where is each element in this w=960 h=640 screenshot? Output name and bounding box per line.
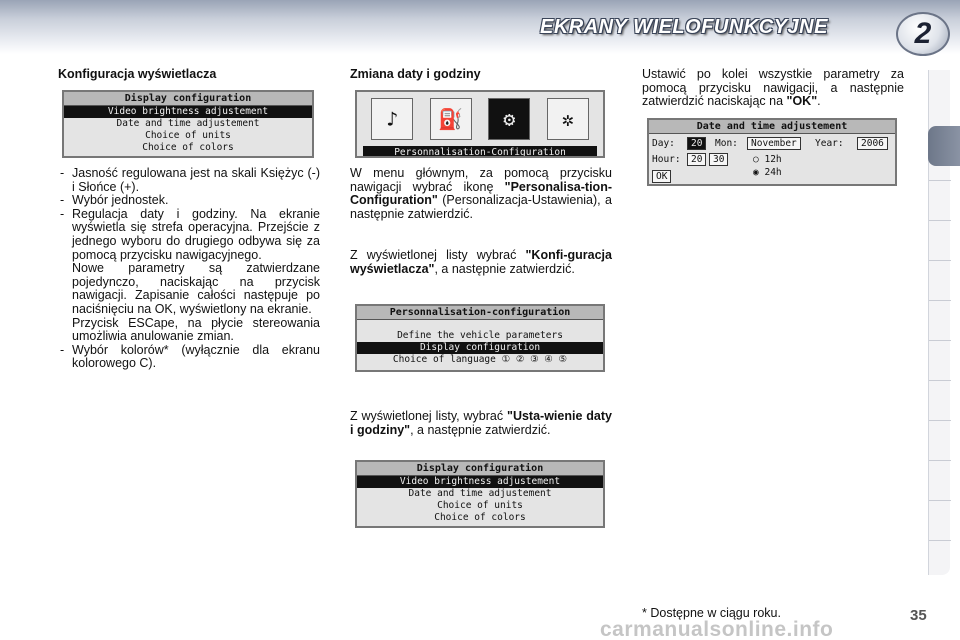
month-value: November bbox=[747, 137, 801, 150]
screen-menu-item: Display configuration bbox=[357, 342, 603, 354]
active-chapter-tab[interactable] bbox=[928, 126, 960, 166]
tab-divider bbox=[929, 380, 951, 381]
lcd-main-menu bbox=[355, 90, 605, 158]
lcd-display-configuration bbox=[355, 460, 605, 528]
text: W menu głównym, za pomocą przycisku nawigacji wybrać ikonę bbox=[350, 166, 612, 194]
bold-text: "Konfi-guracja wyświetlacza" bbox=[350, 248, 612, 276]
column-display-config bbox=[58, 68, 320, 82]
month-label: Mon: bbox=[715, 138, 738, 149]
screen-menu-item: Choice of colors bbox=[142, 142, 234, 153]
tab-divider bbox=[929, 340, 951, 341]
watermark: carmanualsonline.info bbox=[600, 618, 834, 640]
minute-value: 30 bbox=[709, 153, 728, 166]
navigation-icon: ✲ bbox=[547, 98, 589, 140]
text: Z wyświetlonej listy wybrać bbox=[350, 248, 526, 262]
hour-value: 20 bbox=[687, 153, 706, 166]
option-label: 24h bbox=[764, 167, 782, 178]
list-item: - Regulacja daty i godziny. Na ekranie wyświetla się strefa operacyjna. Przejście z jednego wyboru do drugiego odbywa się za pomocą przycisku nawigacyjnego. bbox=[58, 208, 320, 262]
paragraph bbox=[350, 249, 612, 276]
screen-menu-item: Video brightness adjustement bbox=[357, 476, 603, 488]
footnote: * Dostępne w ciągu roku. bbox=[642, 606, 781, 620]
lcd-personalisation-configuration bbox=[355, 304, 605, 372]
screen-title: Personnalisation-configuration bbox=[357, 306, 603, 320]
tab-divider bbox=[929, 420, 951, 421]
ok-key: OK bbox=[652, 170, 671, 183]
list-item: - Wybór jednostek. bbox=[58, 194, 320, 208]
text: , a następnie zatwierdzić. bbox=[434, 261, 575, 276]
format-24h-option bbox=[753, 167, 782, 178]
tab-divider bbox=[929, 300, 951, 301]
header-band bbox=[0, 0, 960, 54]
bold-text: "OK" bbox=[786, 94, 818, 109]
screen-menu-item: Choice of units bbox=[437, 500, 523, 511]
list-item: - Wybór kolorów* (wyłącznie dla ekranu kolorowego C). bbox=[58, 344, 320, 371]
format-12h-option bbox=[753, 154, 782, 165]
column-date-time bbox=[350, 68, 612, 82]
fuel-pump-icon: ⛽ bbox=[430, 98, 472, 140]
text: . bbox=[817, 94, 821, 109]
radio-empty-icon: ○ bbox=[753, 154, 759, 165]
hour-label: Hour: bbox=[652, 154, 681, 165]
tab-divider bbox=[929, 500, 951, 501]
bold-text: "Usta-wienie daty i godziny" bbox=[350, 409, 612, 437]
list-item: - Jasność regulowana jest na skali Księżyc (-) i Słońce (+). bbox=[58, 167, 320, 194]
chapter-title: EKRANY WIELOFUNKCYJNE bbox=[540, 16, 828, 38]
tab-divider bbox=[929, 460, 951, 461]
paragraph bbox=[350, 167, 612, 221]
section-title: Konfiguracja wyświetlacza bbox=[58, 67, 217, 81]
radio-checked-icon: ◉ bbox=[753, 167, 759, 178]
menu-icons-row bbox=[357, 92, 603, 142]
year-value: 2006 bbox=[857, 137, 888, 150]
paragraph: Przycisk ESCape, na płycie stereowania umożliwia anulowanie zmian. bbox=[72, 315, 320, 344]
music-icon: ♪ bbox=[371, 98, 413, 140]
option-label: 12h bbox=[764, 154, 782, 165]
section-title: Zmiana daty i godziny bbox=[350, 67, 481, 81]
text: , a następnie zatwierdzić. bbox=[410, 422, 551, 437]
screen-title: Date and time adjustement bbox=[649, 120, 895, 134]
page-number: 35 bbox=[910, 607, 927, 624]
day-label: Day: bbox=[652, 138, 675, 149]
screen-menu-item: Date and time adjustement bbox=[116, 118, 260, 129]
screen-menu-item: Date and time adjustement bbox=[408, 488, 552, 499]
screen-title: Display configuration bbox=[357, 462, 603, 476]
column-display-config-body bbox=[58, 167, 320, 371]
tab-divider bbox=[929, 220, 951, 221]
day-value: 20 bbox=[687, 137, 706, 150]
chapter-number-badge: 2 bbox=[896, 12, 950, 56]
bold-text: "Personalisa-tion-Configuration" bbox=[350, 179, 612, 208]
tab-divider bbox=[929, 180, 951, 181]
year-label: Year: bbox=[815, 138, 844, 149]
screen-menu-item: Video brightness adjustement bbox=[64, 106, 312, 118]
screen-menu-item: Choice of language ① ② ③ ④ ⑤ bbox=[392, 354, 568, 365]
text: Ustawić po kolei wszystkie parametry za pomocą przycisku nawigacji, a następnie zatwierdzić naciskając na bbox=[642, 67, 904, 109]
lcd-display-configuration bbox=[62, 90, 314, 158]
menu-caption: Personnalisation-Configuration bbox=[363, 146, 597, 158]
paragraph bbox=[350, 410, 612, 437]
paragraph bbox=[642, 68, 904, 109]
instruction-list bbox=[58, 167, 320, 262]
paragraph: Nowe parametry są zatwierdzane pojedynczo, naciskając na przycisk nawigacji. Zapisanie całości następuje po naciśnięciu na OK, wyświetlony na ekranie. bbox=[72, 261, 320, 316]
settings-icon: ⚙ bbox=[488, 98, 530, 140]
text: Z wyświetlonej listy, wybrać bbox=[350, 409, 508, 423]
screen-menu-item: Choice of units bbox=[145, 130, 231, 141]
lcd-date-time-adjustment bbox=[647, 118, 897, 186]
screen-menu-item: Choice of colors bbox=[434, 512, 526, 523]
tab-divider bbox=[929, 540, 951, 541]
tab-divider bbox=[929, 260, 951, 261]
screen-menu-item: Define the vehicle parameters bbox=[397, 330, 563, 341]
instruction-list bbox=[58, 344, 320, 371]
text: (Personalizacja-Ustawienia), a następnie zatwierdzić. bbox=[350, 193, 612, 221]
screen-title: Display configuration bbox=[64, 92, 312, 106]
